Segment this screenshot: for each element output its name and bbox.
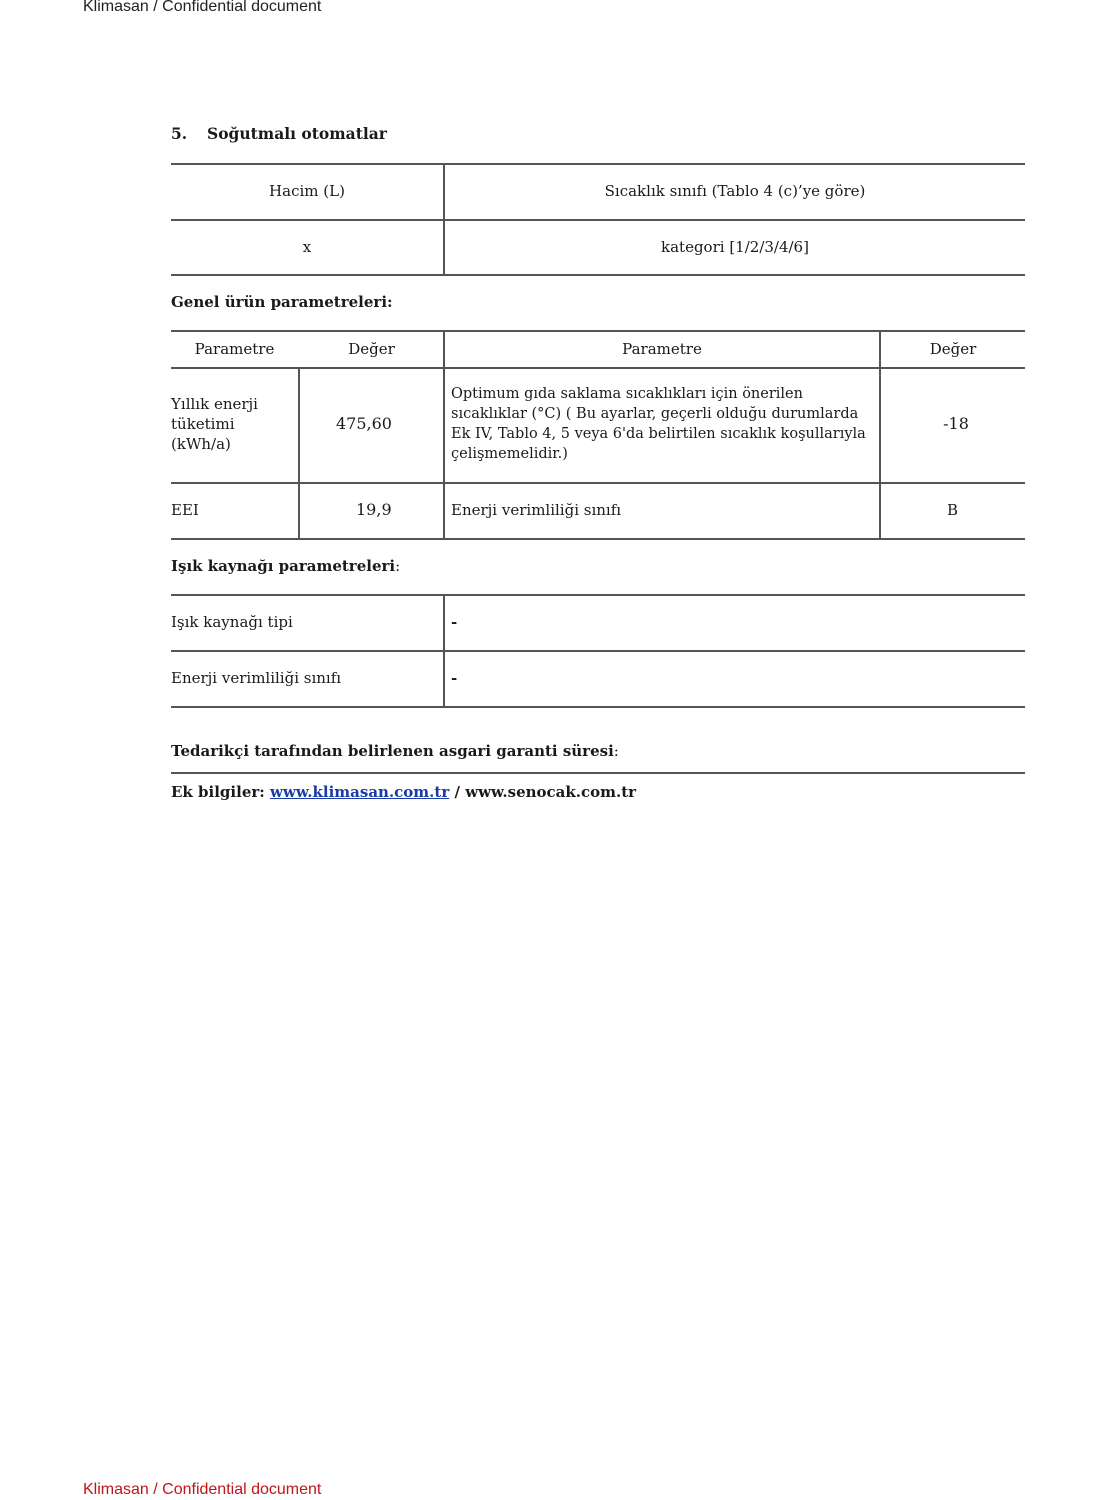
klimasan-link[interactable]: www.klimasan.com.tr bbox=[270, 783, 450, 801]
extra-info bbox=[171, 782, 636, 802]
annual-energy-label: Yıllık enerji tüketimi (kWh/a) bbox=[171, 395, 258, 453]
value-header-1: Değer bbox=[348, 340, 395, 358]
param-header-2: Parametre bbox=[622, 340, 702, 358]
param-header-1: Parametre bbox=[194, 340, 275, 358]
energy-class-label: Enerji verimliliği sınıfı bbox=[451, 501, 622, 519]
energy-class-value: B bbox=[947, 501, 959, 519]
eei-value: 19,9 bbox=[356, 500, 392, 519]
eei-label: EEI bbox=[171, 501, 199, 519]
light-type-label: Işık kaynağı tipi bbox=[171, 613, 293, 631]
extra-info-label: Ek bilgiler: bbox=[171, 783, 265, 801]
class-header: Sıcaklık sınıfı (Tablo 4 (c)’ye göre) bbox=[604, 182, 866, 200]
link-separator: / bbox=[454, 783, 460, 801]
general-params-title: Genel ürün parametreleri: bbox=[171, 293, 393, 311]
recommended-temp-value: -18 bbox=[943, 414, 969, 433]
page-header: Klimasan / Confidential document bbox=[83, 0, 322, 15]
volume-value: x bbox=[302, 238, 312, 256]
warranty-line: Tedarikçi tarafından belirlenen asgari garanti süresi: bbox=[171, 742, 619, 760]
class-value: kategori [1/2/3/4/6] bbox=[661, 238, 809, 256]
section-heading bbox=[171, 124, 387, 143]
section-title: Soğutmalı otomatlar bbox=[207, 124, 387, 143]
senocak-link[interactable]: www.senocak.com.tr bbox=[465, 783, 637, 801]
annual-energy-value: 475,60 bbox=[336, 414, 392, 433]
section-number: 5. bbox=[171, 124, 188, 143]
page-footer: Klimasan / Confidential document bbox=[83, 1481, 322, 1498]
light-energy-class-value: - bbox=[451, 669, 458, 687]
light-type-value: - bbox=[451, 613, 458, 631]
volume-header: Hacim (L) bbox=[269, 182, 345, 200]
recommended-temp-label: Optimum gıda saklama sıcaklıkları için önerilen sıcaklıklar (°C) ( Bu ayarlar, geçerli olduğu durumlarda Ek IV, Tablo 4, 5 veya 6'da belirtilen sıcaklık koşullarıyla çelişmemelidir.) bbox=[451, 386, 866, 462]
light-params-title: Işık kaynağı parametreleri: bbox=[171, 557, 401, 575]
value-header-2: Değer bbox=[929, 340, 977, 358]
light-energy-class-label: Enerji verimliliği sınıfı bbox=[171, 669, 342, 687]
